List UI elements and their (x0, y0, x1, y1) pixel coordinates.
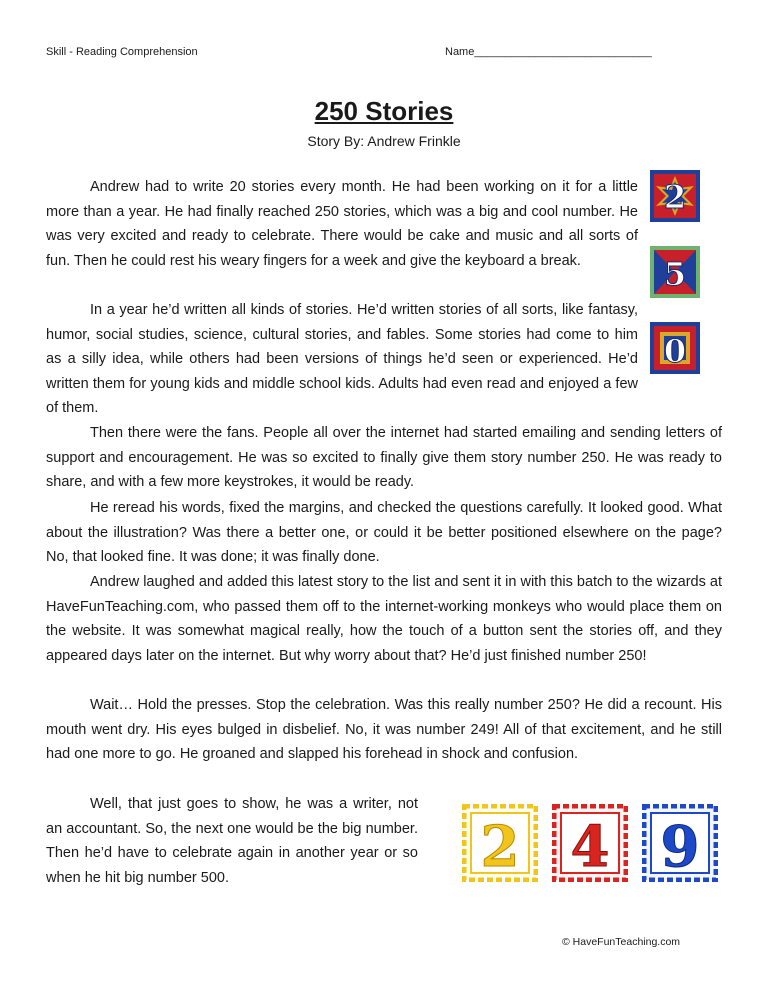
number-block-0 (650, 322, 700, 374)
byline: Story By: Andrew Frinkle (307, 133, 461, 149)
cube-digit-2-label: 2 (480, 814, 520, 880)
paragraph-3: Then there were the fans. People all over the internet had started emailing and sending letters of support and encouragement. He was so excited to finally give them story number 250. He was ready to share, and with a few more keystrokes, it would be ready. (46, 425, 722, 490)
cube-digit-4-label: 4 (570, 814, 610, 880)
paragraph-1: Andrew had to write 20 stories every month. He had been working on it for a little more than a year. He had finally reached 250 stories, which was a big and cool number. He was very excited and ready to celebrate. There would be cake and music and all sorts of fun. Then he could rest his weary fingers for a week and give the keyboard a break. (46, 179, 638, 269)
paragraph-6: Wait… Hold the presses. Stop the celebration. Was this really number 250? He did a recount. His mouth went dry. His eyes bulged in disbelief. No, it was number 249! All of that excitement, and he still had one more to go. He groaned and slapped his forehead in shock and confusion. (46, 697, 722, 762)
name-field-label: Name_____________________________ (445, 46, 652, 58)
cube-digit-4 (552, 804, 628, 882)
skill-label: Skill - Reading Comprehension (46, 46, 198, 58)
block-digit-5: 5 (663, 255, 687, 293)
copyright-footer: © HaveFunTeaching.com (562, 936, 681, 948)
page-title: 250 Stories (314, 96, 454, 126)
block-digit-0: 0 (663, 332, 687, 370)
number-block-2 (650, 170, 700, 222)
cube-digit-2 (462, 804, 538, 882)
number-block-5 (650, 246, 700, 298)
paragraph-2: In a year he’d written all kinds of stories. He’d written stories of all sorts, like fantasy, humor, social studies, science, cultural stories, and fables. Some stories had come to him as a silly idea, while others had been versions of things he’d seen or experienced. He’d written them for young kids and middle school kids. Adults had even read and enjoyed a few of them. (46, 302, 638, 416)
paragraph-4: He reread his words, fixed the margins, and checked the questions carefully. It looked good. What about the illustration? Was there a better one, or could it be better positioned elsewhere on the page? No, that looked fine. It was done; it was finally done. (46, 500, 722, 565)
paragraph-5: Andrew laughed and added this latest story to the list and sent it in with this batch to the wizards at HaveFunTeaching.com, who passed them off to the internet-working monkeys who would place them on the website. It was somewhat magical really, how the touch of a button sent the stories off, and they appeared days later on the internet. But why worry about that? He’d just finished number 250! (46, 574, 722, 664)
cube-digit-9-label: 9 (660, 814, 700, 880)
block-digit-2: 2 (663, 178, 687, 216)
paragraph-7: Well, that just goes to show, he was a writer, not an accountant. So, the next one would be the big number. Then he’d have to celebrate again in another year or so when he hit big number 500. (46, 796, 418, 886)
cube-digit-9 (642, 804, 718, 882)
